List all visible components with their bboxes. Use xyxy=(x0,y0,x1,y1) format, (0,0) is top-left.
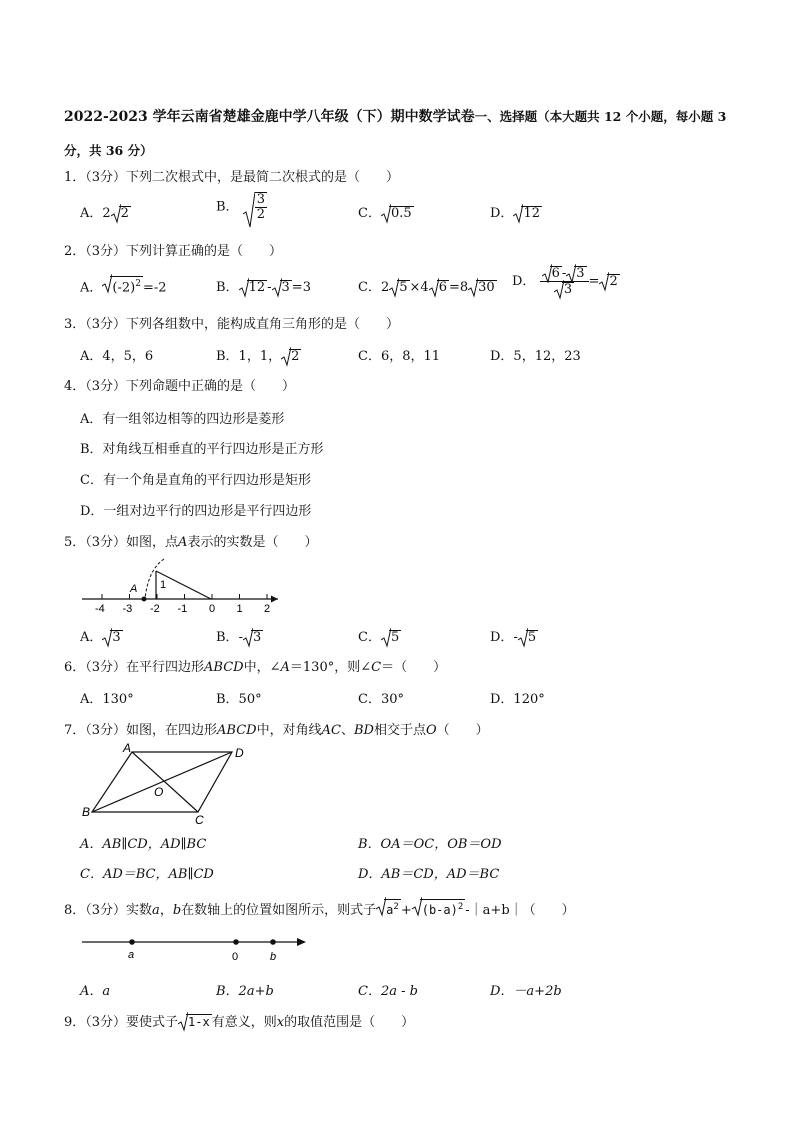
q3-option-c[interactable]: C．6，8，11 xyxy=(358,349,441,364)
question-1-stem: 1．（3分）下列二次根式中，是最简二次根式的是（ ） xyxy=(64,170,400,185)
tick-label: -4 xyxy=(95,603,105,615)
q8-option-b[interactable]: B．2a+b xyxy=(216,984,274,999)
tick-label: -1 xyxy=(177,603,188,615)
tick-group xyxy=(95,594,270,615)
q4-option-b[interactable]: B．对角线互相垂直的平行四边形是正方形 xyxy=(80,442,324,457)
q6-option-a[interactable]: A．130° xyxy=(80,692,134,707)
q1-option-b[interactable]: B． $\frac{3}{2}$ xyxy=(216,192,267,222)
q7-option-c[interactable]: C．AD＝BC，AB∥CD xyxy=(80,867,214,882)
q2-option-d[interactable]: D． 6 - 3 3 = 2 xyxy=(512,266,618,297)
page-title xyxy=(64,100,744,168)
q7-option-b[interactable]: B．OA＝OC，OB＝OD xyxy=(358,837,502,852)
point-label-0: 0 xyxy=(232,951,239,963)
parallelogram-figure-q7 xyxy=(80,740,260,828)
q8-option-d[interactable]: D．－a+2b xyxy=(490,984,562,999)
q7-option-d[interactable]: D．AB＝CD，AD＝BC xyxy=(358,867,500,882)
q4-option-d[interactable]: D．一组对边平行的四边形是平行四边形 xyxy=(80,504,312,519)
point-label-a: a xyxy=(128,949,135,961)
tick-label: 0 xyxy=(209,603,216,615)
q4-option-c[interactable]: C．有一个角是直角的平行四边形是矩形 xyxy=(80,473,311,488)
q5-option-d[interactable]: D．- 5 xyxy=(490,630,537,645)
q2-option-c[interactable]: C．2 5 ×4 6 =8 30 xyxy=(358,280,495,295)
vertex-label-B: B xyxy=(82,805,91,819)
q6-option-c[interactable]: C．30° xyxy=(358,692,404,707)
point-label-A: A xyxy=(130,583,138,595)
question-7-stem: 7．（3分）如图，在四边形ABCD中，对角线AC、BD相交于点O（ ） xyxy=(64,723,489,738)
q2-option-b[interactable]: B． 12 - 3 =3 xyxy=(216,280,311,295)
q8-option-c[interactable]: C．2a - b xyxy=(358,984,418,999)
q5-option-c[interactable]: C． 5 xyxy=(358,630,400,645)
number-line-figure-q8 xyxy=(80,930,312,964)
q5-option-b[interactable]: B．- 3 xyxy=(216,630,262,645)
q6-option-d[interactable]: D．120° xyxy=(490,692,545,707)
vertex-label-C: C xyxy=(195,813,204,827)
q6-option-b[interactable]: B．50° xyxy=(216,692,262,707)
q7-option-a[interactable]: A．AB∥CD，AD∥BC xyxy=(80,837,207,852)
q5-option-a[interactable]: A． 3 xyxy=(80,630,121,645)
q2-option-a[interactable]: A． $(-2)^2 =-2$ xyxy=(80,276,167,295)
q8-option-a[interactable]: A．a xyxy=(80,984,111,999)
question-4-stem: 4．（3分）下列命题中正确的是（ ） xyxy=(64,379,296,394)
height-label: 1 xyxy=(160,579,167,591)
radical: 2 xyxy=(111,206,131,221)
radical: $\frac{3}{2}$ xyxy=(243,192,267,222)
question-8-stem: 8．（3分）实数a，b在数轴上的位置如图所示，则式子 $a^2$ + $(b-a)^2$ -｜a+b｜（ ） xyxy=(64,899,575,918)
vertex-label-A: A xyxy=(123,741,132,755)
question-9-stem: 9．（3分）要使式子 1-x 有意义，则x的取值范围是（ ） xyxy=(64,1011,414,1030)
q3-option-b[interactable]: B．1，1， 2 xyxy=(216,349,300,364)
tick-label: 2 xyxy=(264,603,271,615)
question-6-stem: 6．（3分）在平行四边形ABCD中，∠A＝130°，则∠C＝（ ） xyxy=(64,660,447,675)
exam-title: 2022-2023 学年云南省楚雄金鹿中学八年级（下）期中数学试卷 xyxy=(64,109,475,125)
point-label-b: b xyxy=(270,951,277,963)
q3-option-a[interactable]: A．4，5，6 xyxy=(80,349,154,364)
q1-option-d[interactable]: D． 12 xyxy=(490,206,540,221)
question-3-stem: 3．（3分）下列各组数中，能构成直角三角形的是（ ） xyxy=(64,317,400,332)
number-line-figure-q5 xyxy=(78,556,288,616)
q1-option-a[interactable]: A．2 2 xyxy=(80,206,129,221)
tick-label: 1 xyxy=(236,603,243,615)
question-5-stem: 5．（3分）如图，点A表示的实数是（ ） xyxy=(64,535,318,550)
q4-option-a[interactable]: A．有一组邻边相等的四边形是菱形 xyxy=(80,412,285,427)
tick-label: -2 xyxy=(150,603,160,615)
center-label-O: O xyxy=(154,785,164,799)
q1-option-c[interactable]: C． 0.5 xyxy=(358,206,412,221)
vertex-label-D: D xyxy=(235,746,244,760)
q3-option-d[interactable]: D．5，12，23 xyxy=(490,349,581,364)
question-2-stem: 2．（3分）下列计算正确的是（ ） xyxy=(64,244,283,259)
tick-label: -3 xyxy=(122,603,133,615)
section-heading: 一、选择题（本大题共 12 个小题，每小题 3 分，共 36 分） xyxy=(64,109,727,158)
